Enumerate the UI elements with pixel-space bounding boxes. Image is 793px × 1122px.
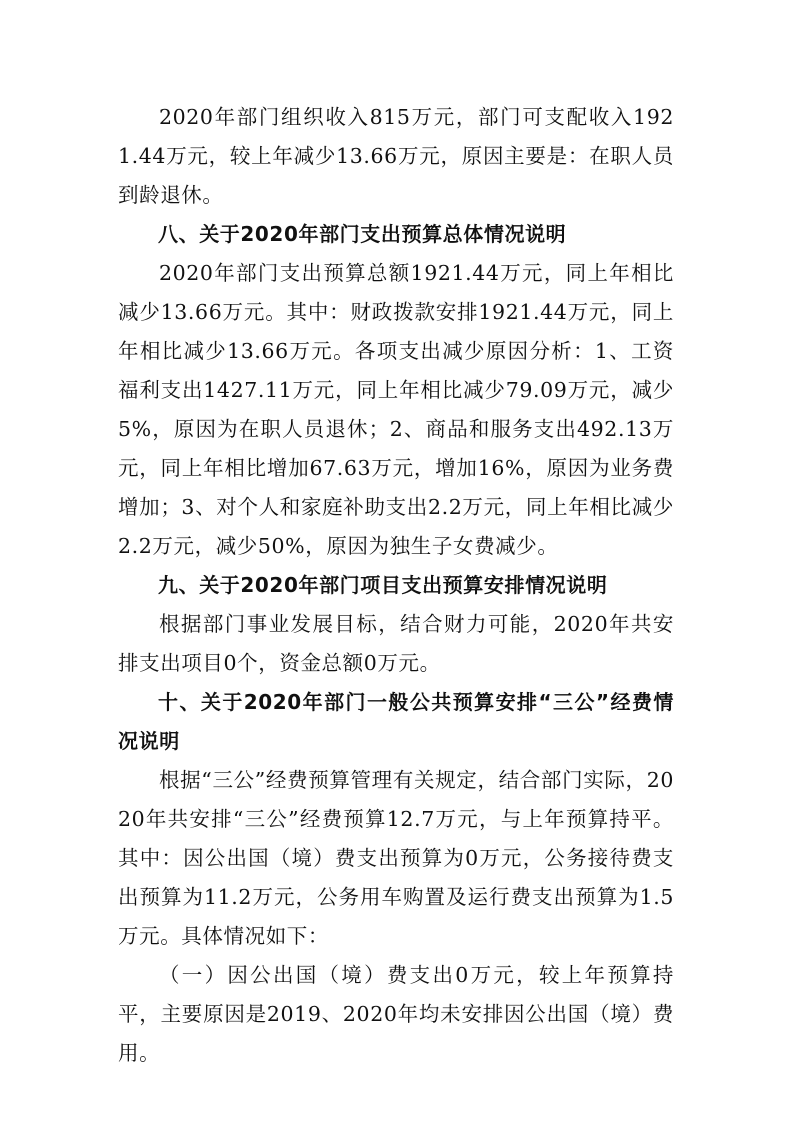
heading-section-10: 十、关于2020年部门一般公共预算安排“三公”经费情况说明 [118,690,674,753]
paragraph-income: 2020年部门组织收入815万元，部门可支配收入1921.44万元，较上年减少13.66万元，原因主要是：在职人员到龄退休。 [118,105,674,207]
paragraph-project-expenditure: 根据部门事业发展目标，结合财力可能，2020年共安排支出项目0个，资金总额0万元。 [118,612,674,675]
paragraph-expenditure-overview: 2020年部门支出预算总额1921.44万元，同上年相比减少13.66万元。其中：财政拨款安排1921.44万元，同上年相比减少13.66万元。各项支出减少原因分析：1、工资福利支出1427.11万元，同上年相比减少79.09万元，减少5%，原因为在职人员退休；2、商品和服务支出492.13万元，同上年相比增加67.63万元，增加16%，原因为业务费增加；3、对个人和家庭补助支出2.2万元，同上年相比减少2.2万元，减少50%，原因为独生子女费减少。 [118,261,674,558]
paragraph-overseas-travel: （一）因公出国（境）费支出0万元，较上年预算持平，主要原因是2019、2020年均未安排因公出国（境）费用。 [118,963,674,1065]
heading-section-8: 八、关于2020年部门支出预算总体情况说明 [158,222,567,246]
heading-section-9: 九、关于2020年部门项目支出预算安排情况说明 [158,573,608,597]
paragraph-three-public-overview: 根据“三公”经费预算管理有关规定，结合部门实际，2020年共安排“三公”经费预算12.7万元，与上年预算持平。其中：因公出国（境）费支出预算为0万元，公务接待费支出预算为11.2万元，公务用车购置及运行费支出预算为1.5万元。具体情况如下： [118,768,674,948]
document-page [118,98,674,1073]
